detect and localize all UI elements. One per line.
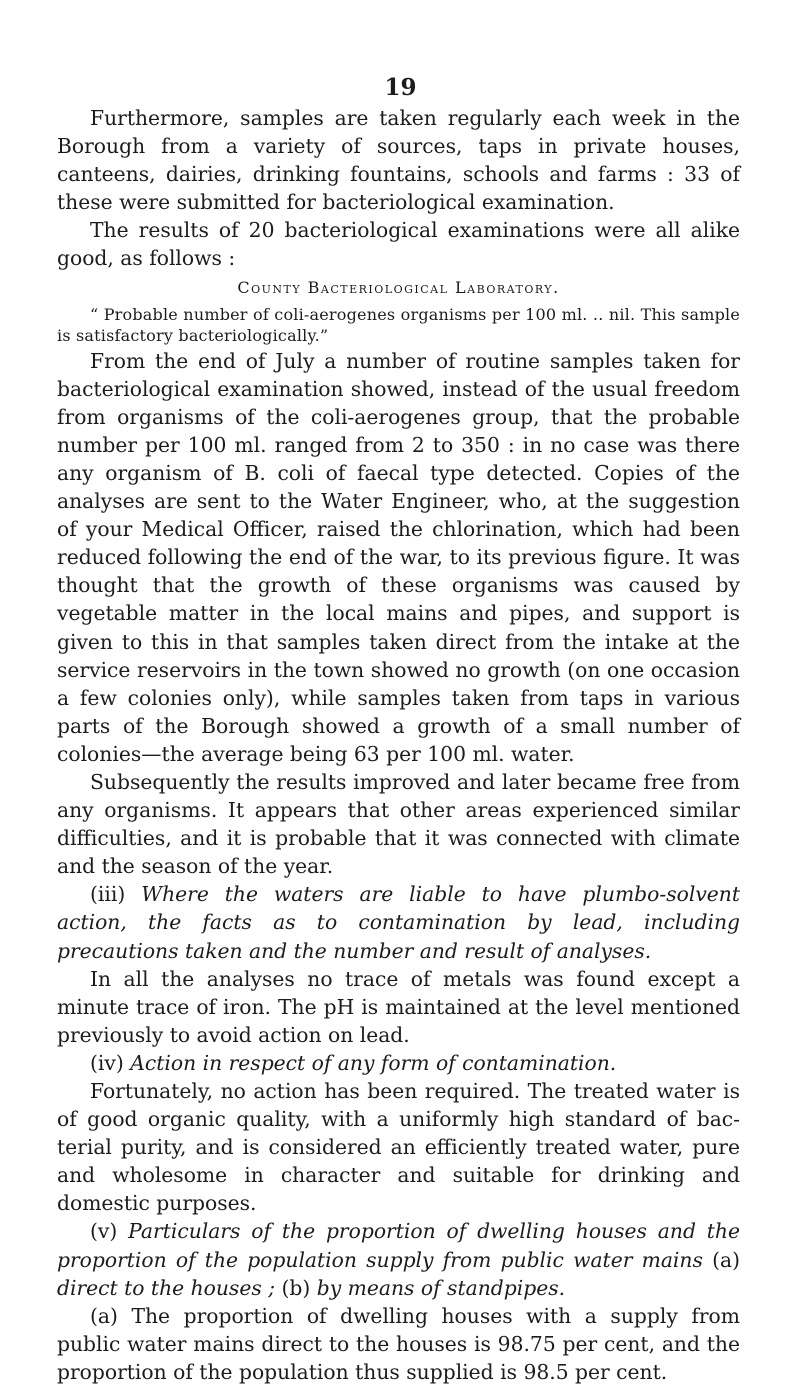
paragraph-metal-analyses: In all the analyses no trace of metals was found except a minute trace of iron. The pH is maintained at the level mentioned previously to avoid action on lead. [57, 966, 740, 1047]
paragraph-subsequent-results: Subsequently the results improved and later became free from any organisms. It appears that other areas experienced similar difficulties, and it is probable that it was connected with climate and the season of the year. [57, 769, 740, 879]
section-iv-title: Action in respect of any form of contamination. [130, 1050, 617, 1075]
section-v-title-b: direct to the houses ; [57, 1275, 276, 1300]
section-iii-heading [57, 880, 740, 964]
laboratory-report: “ Probable number of coli-aerogenes organisms per 100 ml. .. nil. This sample is satisfactory bacteriologically.” [57, 304, 740, 346]
paragraph-results-intro: The results of 20 bacteriological examinations were all alike good, as follows : [57, 218, 740, 271]
section-v-title-c: by means of standpipes. [316, 1275, 566, 1300]
section-v-number: (v) [90, 1219, 118, 1244]
section-iv-number: (iv) [90, 1050, 124, 1075]
paragraph-sampling: Furthermore, samples are taken regularly each week in the Borough from a variety of sources, taps in private houses, canteens, dairies, drinking fountains, schools and farms : 33 of these were submitted for bacteriological examination. [57, 106, 740, 215]
paragraph-no-action: Fortunately, no action has been required. The treated water is of good organic quality, with a uniformly high standard of bac-terial purity, and is considered an efficiently treated water, pure and wholesome in character and suitable for drinking and domestic purposes. [57, 1079, 740, 1216]
paragraph-proportion: (a) The proportion of dwelling houses with a supply from public water mains direct to the houses is 98.75 per cent, and the proportion of the population thus supplied is 98.5 per cent. [57, 1303, 740, 1384]
section-iii-number: (iii) [90, 882, 126, 907]
section-v-heading [57, 1217, 740, 1301]
document-body [57, 104, 740, 1386]
section-v-title-a: Particulars of the proportion of dwelling houses and the proportion of the population supply from public water mains [57, 1219, 740, 1272]
laboratory-heading: County Bacteriological Laboratory. [237, 277, 560, 297]
section-v-label-b: (b) [281, 1275, 311, 1300]
paragraph-july-samples: From the end of July a number of routine samples taken for bacteriological examination showed, instead of the usual freedom from organisms of the coli-aerogenes group, that the probable number per 100 ml. ranged from 2 to 350 : in no case was there any organism of B. coli of faecal type detected. Copies of the analyses are sent to the Water Engineer, who, at the suggestion of your Medical Officer, raised the chlorination, which had been reduced following the end of the war, to its previous figure. It was thought that the growth of these organisms was caused by vegetable matter in the local mains and pipes, and support is given to this in that samples taken direct from the intake at the service reservoirs in the town showed no growth (on one occasion a few colonies only), while samples taken from taps in various parts of the Borough showed a growth of a small number of colonies—the average being 63 per 100 ml. water. [57, 348, 740, 766]
section-iii-title: Where the waters are liable to have plumbo-solvent action, the facts as to contamination by lead, including precautions taken and the number and result of analyses. [57, 882, 741, 963]
section-v-label-a: (a) [712, 1247, 740, 1272]
section-iv-heading [57, 1049, 740, 1077]
page-number: 19 [384, 74, 417, 101]
